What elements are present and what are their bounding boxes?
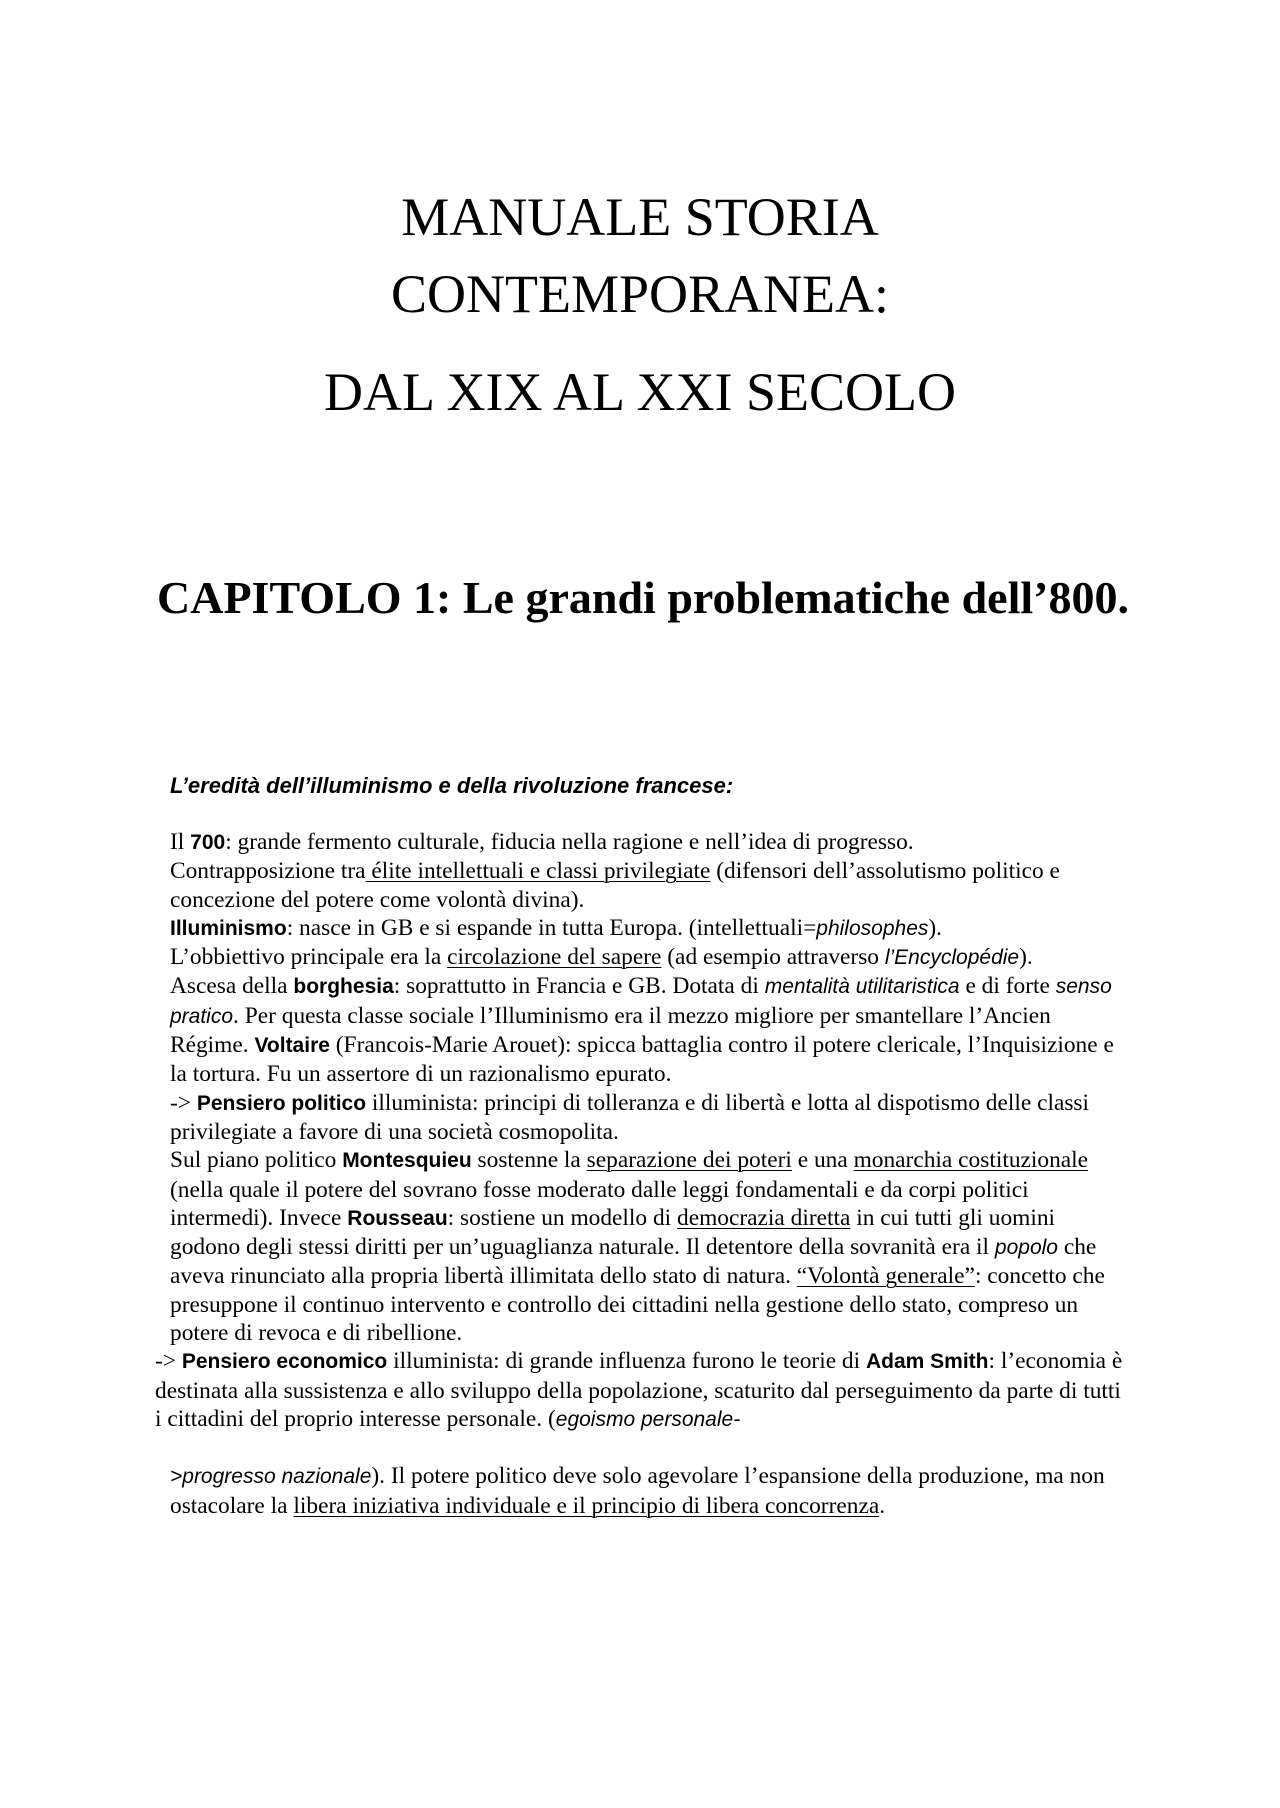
underlined-separazione: separazione dei poteri (586, 1147, 792, 1174)
keyword-pensiero-politico: Pensiero politico (196, 1091, 367, 1115)
paragraph-obbiettivo: L’obbiettivo principale era la circolazione del sapere (ad esempio attraverso l’Encyclopédie). (170, 944, 1033, 971)
italic-egoismo: egoismo personale- (555, 1407, 741, 1431)
italic-mentalita: mentalità utilitaristica (764, 975, 960, 999)
section-subtitle: L’eredità dell’illuminismo e della rivoluzione francese: (170, 773, 734, 798)
paragraph-gap (170, 1434, 1130, 1462)
chapter-heading: CAPITOLO 1: Le grandi problematiche dell’800. (157, 572, 1129, 623)
underlined-elite: élite intellettuali e classi privilegiate (365, 858, 711, 885)
paragraph-contrapposizione: Contrapposizione tra élite intellettuali e classi privilegiate (difensori dell’assolutismo politico e concezione del potere come volontà divina). (170, 858, 1060, 913)
underlined-circolazione: circolazione del sapere (447, 944, 662, 971)
paragraph-borghesia: Ascesa della borghesia: soprattutto in Francia e GB. Dotata di mentalità utilitaristica e di forte senso pratico. Per questa classe sociale l’Illuminismo era il mezzo migliore per smantellare l’Ancien Régime. Voltaire (Francois-Marie Arouet): spicca battaglia contro il potere clericale, l’Inquisizione e la tortura. Fu un assertore di un razionalismo epurato. (170, 973, 1114, 1088)
italic-senso-pratico: senso pratico (170, 975, 1112, 1028)
underlined-monarchia: monarchia costituzionale (853, 1147, 1089, 1174)
italic-progresso: >progresso nazionale (170, 1465, 372, 1489)
keyword-borghesia: borghesia (293, 975, 394, 999)
italic-encyclopedie: l’Encyclopédie (884, 946, 1020, 970)
underlined-democrazia: democrazia diretta (677, 1204, 851, 1231)
underlined-libera-iniziativa: libera iniziativa individuale e il principio di libera concorrenza (293, 1492, 880, 1519)
keyword-montesquieu: Montesquieu (342, 1149, 472, 1173)
keyword-illuminismo: Illuminismo (170, 916, 287, 940)
document-title-line-1: MANUALE STORIA (401, 187, 879, 247)
paragraph-pensiero-politico: -> Pensiero politico illuminista: principi di tolleranza e di libertà e lotta al dispotismo delle classi privilegiate a favore di una società cosmopolita. (170, 1089, 1090, 1145)
paragraph-pensiero-economico: -> Pensiero economico illuminista: di grande influenza furono le teorie di Adam Smith: l’economia è destinata alla sussistenza e allo sviluppo della popolazione, scaturito dal perseguimento da parte di tutti i cittadini del proprio interesse personale. (egoismo personale- (155, 1348, 1123, 1432)
paragraph-progresso: >progresso nazionale). Il potere politico deve solo agevolare l’espansione della produzione, ma non ostacolare la libera iniziativa individuale e il principio di libera concorrenza. (170, 1463, 1105, 1519)
italic-philosophes: philosophes (816, 916, 929, 940)
keyword-adam-smith: Adam Smith (865, 1350, 989, 1374)
document-title-line-3: DAL XIX AL XXI SECOLO (324, 362, 956, 422)
paragraph-700: Il 700: grande fermento culturale, fiducia nella ragione e nell’idea di progresso. (170, 829, 914, 855)
keyword-pensiero-economico: Pensiero economico (181, 1350, 388, 1374)
underlined-volonta: “Volontà generale” (796, 1263, 975, 1290)
paragraph-montesquieu-rousseau: Sul piano politico Montesquieu sostenne la separazione dei poteri e una monarchia costituzionale (nella quale il potere del sovrano fosse moderato dalle leggi fondamentali e da corpi politici intermedi). Invece Rousseau: sostiene un modello di democrazia diretta in cui tutti gli uomini godono degli stessi diritti per un’uguaglianza naturale. Il detentore della sovranità era il popolo che aveva rinunciato alla propria libertà illimitata dello stato di natura. “Volontà generale”: concetto che presuppone il continuo intervento e controllo dei cittadini nella gestione dello stato, compreso un potere di revoca e di ribellione. (170, 1147, 1105, 1347)
keyword-700: 700 (190, 831, 226, 854)
body-text (155, 828, 1130, 1520)
document-title-line-2: CONTEMPORANEA: (390, 264, 890, 324)
paragraph-illuminismo: Illuminismo: nasce in GB e si espande in tutta Europa. (intellettuali=philosophes). (170, 914, 943, 941)
keyword-voltaire: Voltaire (254, 1034, 330, 1058)
keyword-rousseau: Rousseau (347, 1206, 448, 1230)
italic-popolo: popolo (994, 1236, 1058, 1260)
